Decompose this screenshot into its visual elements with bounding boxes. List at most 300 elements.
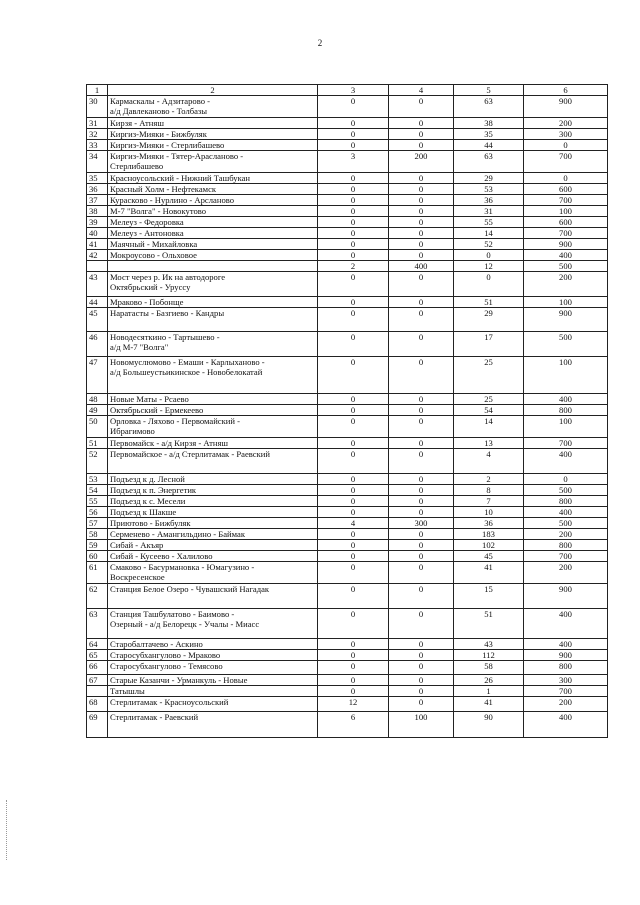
road-name: Новомуслюмово - Емаши - Карлыханово - а/д Большеустьикинское - Новобелокатай <box>108 357 318 394</box>
col6-value: 0 <box>524 474 608 485</box>
header-cell: 5 <box>454 85 524 96</box>
road-name: Киргиз-Мияки - Стерлибашево <box>108 140 318 151</box>
row-number: 44 <box>87 297 108 308</box>
col5-value: 183 <box>454 529 524 540</box>
row-number: 69 <box>87 712 108 738</box>
col6-value: 900 <box>524 308 608 332</box>
table-row <box>87 449 608 474</box>
road-name: Старосубхангулово - Мраково <box>108 650 318 661</box>
col4-value: 0 <box>389 250 454 261</box>
row-number: 31 <box>87 118 108 129</box>
col5-value: 31 <box>454 206 524 217</box>
table-row <box>87 394 608 405</box>
col4-value: 0 <box>389 485 454 496</box>
col3-value: 4 <box>318 518 389 529</box>
col4-value: 0 <box>389 173 454 184</box>
col4-value: 0 <box>389 507 454 518</box>
col6-value: 400 <box>524 507 608 518</box>
col6-value: 300 <box>524 675 608 686</box>
col4-value: 0 <box>389 562 454 584</box>
col4-value: 0 <box>389 697 454 712</box>
col5-value: 14 <box>454 416 524 438</box>
table-row <box>87 239 608 250</box>
road-name: Первомайск - а/д Кирзя - Атняш <box>108 438 318 449</box>
header-cell: 6 <box>524 85 608 96</box>
col3-value: 0 <box>318 540 389 551</box>
table-row <box>87 118 608 129</box>
col5-value: 2 <box>454 474 524 485</box>
col3-value: 0 <box>318 250 389 261</box>
col3-value: 0 <box>318 118 389 129</box>
road-name: Красный Холм - Нефтекамск <box>108 184 318 195</box>
col5-value: 54 <box>454 405 524 416</box>
col6-value: 300 <box>524 129 608 140</box>
road-name: Старые Казанчи - Урманкуль - Новые <box>108 675 318 686</box>
col5-value: 38 <box>454 118 524 129</box>
table-row <box>87 529 608 540</box>
col3-value: 0 <box>318 308 389 332</box>
col3-value: 0 <box>318 195 389 206</box>
road-name: Старосубхангулово - Темясово <box>108 661 318 675</box>
col3-value: 0 <box>318 438 389 449</box>
table-row <box>87 675 608 686</box>
col4-value: 0 <box>389 332 454 357</box>
col6-value: 900 <box>524 96 608 118</box>
col4-value: 0 <box>389 551 454 562</box>
col6-value: 200 <box>524 529 608 540</box>
row-number: 41 <box>87 239 108 250</box>
row-number: 34 <box>87 151 108 173</box>
col4-value: 0 <box>389 140 454 151</box>
road-name: Кармаскалы - Адзитарово - а/д Давлеканово - Толбазы <box>108 96 318 118</box>
col5-value: 51 <box>454 297 524 308</box>
row-number: 52 <box>87 449 108 474</box>
col3-value: 0 <box>318 228 389 239</box>
col6-value: 700 <box>524 195 608 206</box>
table-row <box>87 206 608 217</box>
col5-value: 25 <box>454 357 524 394</box>
road-name: Орловка - Ляхово - Первомайский - Ибрагимово <box>108 416 318 438</box>
col3-value: 3 <box>318 151 389 173</box>
road-name: Киргиз-Мияки - Бижбуляк <box>108 129 318 140</box>
table-row <box>87 496 608 507</box>
table-row <box>87 551 608 562</box>
col4-value: 0 <box>389 405 454 416</box>
road-name: Мокроусово - Ольховое <box>108 250 318 261</box>
col4-value: 0 <box>389 129 454 140</box>
col5-value: 55 <box>454 217 524 228</box>
col5-value: 29 <box>454 308 524 332</box>
col6-value: 700 <box>524 151 608 173</box>
col5-value: 52 <box>454 239 524 250</box>
col4-value: 0 <box>389 609 454 639</box>
col6-value: 400 <box>524 250 608 261</box>
row-number: 67 <box>87 675 108 686</box>
road-name: Киргиз-Мияки - Тятер-Арасланово - Стерлибашево <box>108 151 318 173</box>
col5-value: 112 <box>454 650 524 661</box>
col5-value: 36 <box>454 195 524 206</box>
col3-value: 0 <box>318 272 389 297</box>
col6-value: 200 <box>524 697 608 712</box>
road-name: Подъезд к с. Месели <box>108 496 318 507</box>
col6-value: 100 <box>524 297 608 308</box>
row-number: 47 <box>87 357 108 394</box>
col5-value: 35 <box>454 129 524 140</box>
col6-value: 800 <box>524 540 608 551</box>
col6-value: 700 <box>524 686 608 697</box>
col3-value: 0 <box>318 140 389 151</box>
table-row <box>87 250 608 261</box>
table-row <box>87 650 608 661</box>
col6-value: 400 <box>524 394 608 405</box>
col5-value: 51 <box>454 609 524 639</box>
col6-value: 600 <box>524 184 608 195</box>
table-row <box>87 261 608 272</box>
col6-value: 500 <box>524 518 608 529</box>
col5-value: 41 <box>454 562 524 584</box>
table-row <box>87 129 608 140</box>
col4-value: 0 <box>389 308 454 332</box>
col4-value: 0 <box>389 184 454 195</box>
col4-value: 0 <box>389 297 454 308</box>
road-name: Сибай - Кусеево - Халилово <box>108 551 318 562</box>
table-row <box>87 609 608 639</box>
row-number: 64 <box>87 639 108 650</box>
col3-value: 0 <box>318 609 389 639</box>
col5-value: 25 <box>454 394 524 405</box>
road-name: Новодесяткино - Тартышево - а/д М-7 "Волга" <box>108 332 318 357</box>
col4-value: 0 <box>389 217 454 228</box>
road-name: Маячный - Михайловка <box>108 239 318 250</box>
col6-value: 700 <box>524 228 608 239</box>
col4-value: 0 <box>389 540 454 551</box>
col5-value: 63 <box>454 96 524 118</box>
row-number: 59 <box>87 540 108 551</box>
road-name: Октябрьский - Ермекеево <box>108 405 318 416</box>
col5-value: 7 <box>454 496 524 507</box>
col3-value: 0 <box>318 650 389 661</box>
col3-value: 0 <box>318 239 389 250</box>
table-row <box>87 228 608 239</box>
col6-value: 900 <box>524 239 608 250</box>
row-number: 56 <box>87 507 108 518</box>
col6-value: 100 <box>524 416 608 438</box>
col5-value: 1 <box>454 686 524 697</box>
col4-value: 0 <box>389 474 454 485</box>
row-number: 32 <box>87 129 108 140</box>
col4-value: 0 <box>389 661 454 675</box>
col6-value: 700 <box>524 438 608 449</box>
row-number: 37 <box>87 195 108 206</box>
table-row <box>87 173 608 184</box>
header-cell: 1 <box>87 85 108 96</box>
road-name: Подъезд к д. Лесной <box>108 474 318 485</box>
row-number: 61 <box>87 562 108 584</box>
col6-value: 400 <box>524 639 608 650</box>
road-name: Красноусольский - Нижний Ташбукан <box>108 173 318 184</box>
col3-value: 0 <box>318 584 389 609</box>
row-number: 38 <box>87 206 108 217</box>
road-name: Новые Маты - Рсаево <box>108 394 318 405</box>
row-number: 60 <box>87 551 108 562</box>
header-row <box>87 85 608 96</box>
col6-value: 600 <box>524 217 608 228</box>
col6-value: 700 <box>524 551 608 562</box>
table-row <box>87 405 608 416</box>
road-name <box>108 261 318 272</box>
row-number <box>87 261 108 272</box>
row-number: 54 <box>87 485 108 496</box>
col5-value: 4 <box>454 449 524 474</box>
row-number: 62 <box>87 584 108 609</box>
col4-value: 0 <box>389 228 454 239</box>
row-number: 65 <box>87 650 108 661</box>
col3-value: 0 <box>318 686 389 697</box>
col5-value: 10 <box>454 507 524 518</box>
row-number: 48 <box>87 394 108 405</box>
col6-value: 500 <box>524 261 608 272</box>
table-row <box>87 518 608 529</box>
col5-value: 45 <box>454 551 524 562</box>
col5-value: 12 <box>454 261 524 272</box>
col3-value: 0 <box>318 405 389 416</box>
table-row <box>87 184 608 195</box>
col6-value: 800 <box>524 405 608 416</box>
table-row <box>87 584 608 609</box>
row-number: 49 <box>87 405 108 416</box>
col3-value: 6 <box>318 712 389 738</box>
road-name: Кирзя - Атняш <box>108 118 318 129</box>
col3-value: 0 <box>318 675 389 686</box>
col6-value: 900 <box>524 584 608 609</box>
col3-value: 0 <box>318 394 389 405</box>
road-name: Мраково - Побонще <box>108 297 318 308</box>
road-name: Наратасты - Базгиево - Кандры <box>108 308 318 332</box>
col4-value: 0 <box>389 639 454 650</box>
table-row <box>87 507 608 518</box>
col4-value: 0 <box>389 357 454 394</box>
col3-value: 0 <box>318 173 389 184</box>
col5-value: 14 <box>454 228 524 239</box>
road-name: Мелеуз - Федоровка <box>108 217 318 228</box>
col4-value: 0 <box>389 118 454 129</box>
col6-value: 0 <box>524 140 608 151</box>
col4-value: 300 <box>389 518 454 529</box>
col5-value: 63 <box>454 151 524 173</box>
row-number: 57 <box>87 518 108 529</box>
col3-value: 0 <box>318 474 389 485</box>
row-number: 66 <box>87 661 108 675</box>
roads-table <box>86 84 608 738</box>
col4-value: 0 <box>389 239 454 250</box>
col3-value: 0 <box>318 416 389 438</box>
table-row <box>87 485 608 496</box>
scan-margin-mark <box>6 800 11 860</box>
road-name: Стерлитамак - Красноусольский <box>108 697 318 712</box>
row-number: 40 <box>87 228 108 239</box>
col4-value: 100 <box>389 712 454 738</box>
col4-value: 0 <box>389 675 454 686</box>
road-name: Мелеуз - Антоновка <box>108 228 318 239</box>
table-row <box>87 297 608 308</box>
col5-value: 17 <box>454 332 524 357</box>
header-cell: 3 <box>318 85 389 96</box>
road-name: Татышлы <box>108 686 318 697</box>
row-number: 50 <box>87 416 108 438</box>
col6-value: 500 <box>524 485 608 496</box>
table-row <box>87 195 608 206</box>
col3-value: 0 <box>318 661 389 675</box>
col4-value: 0 <box>389 206 454 217</box>
col6-value: 500 <box>524 332 608 357</box>
road-name: Курасково - Нурлино - Арсланово <box>108 195 318 206</box>
row-number: 55 <box>87 496 108 507</box>
col3-value: 0 <box>318 184 389 195</box>
row-number: 42 <box>87 250 108 261</box>
road-name: Сибай - Акъяр <box>108 540 318 551</box>
col4-value: 0 <box>389 449 454 474</box>
col3-value: 2 <box>318 261 389 272</box>
table-row <box>87 357 608 394</box>
col3-value: 0 <box>318 206 389 217</box>
road-name: Первомайское - а/д Стерлитамак - Раевский <box>108 449 318 474</box>
road-name: Подъезд к п. Энергетик <box>108 485 318 496</box>
table-row <box>87 96 608 118</box>
col5-value: 102 <box>454 540 524 551</box>
table-row <box>87 661 608 675</box>
row-number: 51 <box>87 438 108 449</box>
col6-value: 200 <box>524 272 608 297</box>
table-row <box>87 562 608 584</box>
table-row <box>87 151 608 173</box>
col4-value: 0 <box>389 686 454 697</box>
road-name: Станция Белое Озеро - Чувашский Нагадак <box>108 584 318 609</box>
col4-value: 0 <box>389 584 454 609</box>
row-number: 43 <box>87 272 108 297</box>
row-number: 53 <box>87 474 108 485</box>
col5-value: 13 <box>454 438 524 449</box>
col3-value: 0 <box>318 297 389 308</box>
table-row <box>87 686 608 697</box>
col5-value: 29 <box>454 173 524 184</box>
table-row <box>87 712 608 738</box>
header-cell: 2 <box>108 85 318 96</box>
table-row <box>87 332 608 357</box>
col4-value: 0 <box>389 96 454 118</box>
row-number: 63 <box>87 609 108 639</box>
col3-value: 0 <box>318 332 389 357</box>
col3-value: 0 <box>318 529 389 540</box>
row-number: 58 <box>87 529 108 540</box>
row-number: 30 <box>87 96 108 118</box>
col3-value: 0 <box>318 562 389 584</box>
header-cell: 4 <box>389 85 454 96</box>
col4-value: 0 <box>389 650 454 661</box>
col3-value: 12 <box>318 697 389 712</box>
col4-value: 200 <box>389 151 454 173</box>
col5-value: 41 <box>454 697 524 712</box>
col3-value: 0 <box>318 129 389 140</box>
col5-value: 0 <box>454 272 524 297</box>
col6-value: 800 <box>524 496 608 507</box>
col3-value: 0 <box>318 357 389 394</box>
col6-value: 900 <box>524 650 608 661</box>
col3-value: 0 <box>318 96 389 118</box>
col3-value: 0 <box>318 639 389 650</box>
row-number: 36 <box>87 184 108 195</box>
row-number: 39 <box>87 217 108 228</box>
road-name: Мост через р. Ик на автодороге Октябрьский - Уруссу <box>108 272 318 297</box>
col4-value: 0 <box>389 272 454 297</box>
col3-value: 0 <box>318 551 389 562</box>
col5-value: 36 <box>454 518 524 529</box>
row-number: 46 <box>87 332 108 357</box>
col3-value: 0 <box>318 449 389 474</box>
table-row <box>87 540 608 551</box>
col5-value: 8 <box>454 485 524 496</box>
col4-value: 0 <box>389 529 454 540</box>
col6-value: 400 <box>524 609 608 639</box>
col4-value: 0 <box>389 496 454 507</box>
page-number: 2 <box>317 38 323 48</box>
row-number: 45 <box>87 308 108 332</box>
col4-value: 0 <box>389 394 454 405</box>
col3-value: 0 <box>318 507 389 518</box>
table-row <box>87 697 608 712</box>
col6-value: 200 <box>524 562 608 584</box>
col6-value: 400 <box>524 712 608 738</box>
table-row <box>87 416 608 438</box>
col5-value: 15 <box>454 584 524 609</box>
col6-value: 800 <box>524 661 608 675</box>
col3-value: 0 <box>318 485 389 496</box>
col3-value: 0 <box>318 496 389 507</box>
road-name: Смаково - Басурмановка - Юмагузино - Воскресенское <box>108 562 318 584</box>
col4-value: 0 <box>389 195 454 206</box>
table-row <box>87 272 608 297</box>
col4-value: 0 <box>389 416 454 438</box>
col6-value: 400 <box>524 449 608 474</box>
table-row <box>87 308 608 332</box>
road-name: Стерлитамак - Раевский <box>108 712 318 738</box>
road-name: Станция Ташбулатово - Баимово - Озерный - а/д Белорецк - Учалы - Миасс <box>108 609 318 639</box>
col5-value: 90 <box>454 712 524 738</box>
col5-value: 0 <box>454 250 524 261</box>
table-row <box>87 438 608 449</box>
road-name: Серменево - Амангильдино - Баймак <box>108 529 318 540</box>
col3-value: 0 <box>318 217 389 228</box>
col4-value: 400 <box>389 261 454 272</box>
road-name: Подъезд к Шакше <box>108 507 318 518</box>
row-number <box>87 686 108 697</box>
table-row <box>87 474 608 485</box>
table-row <box>87 217 608 228</box>
col4-value: 0 <box>389 438 454 449</box>
col6-value: 200 <box>524 118 608 129</box>
col6-value: 0 <box>524 173 608 184</box>
col5-value: 26 <box>454 675 524 686</box>
col5-value: 44 <box>454 140 524 151</box>
road-name: Старобалтачево - Аскино <box>108 639 318 650</box>
road-name: М-7 "Волга" - Новокутово <box>108 206 318 217</box>
row-number: 33 <box>87 140 108 151</box>
table-row <box>87 140 608 151</box>
col5-value: 43 <box>454 639 524 650</box>
col6-value: 100 <box>524 206 608 217</box>
row-number: 35 <box>87 173 108 184</box>
row-number: 68 <box>87 697 108 712</box>
road-name: Приютово - Бижбуляк <box>108 518 318 529</box>
